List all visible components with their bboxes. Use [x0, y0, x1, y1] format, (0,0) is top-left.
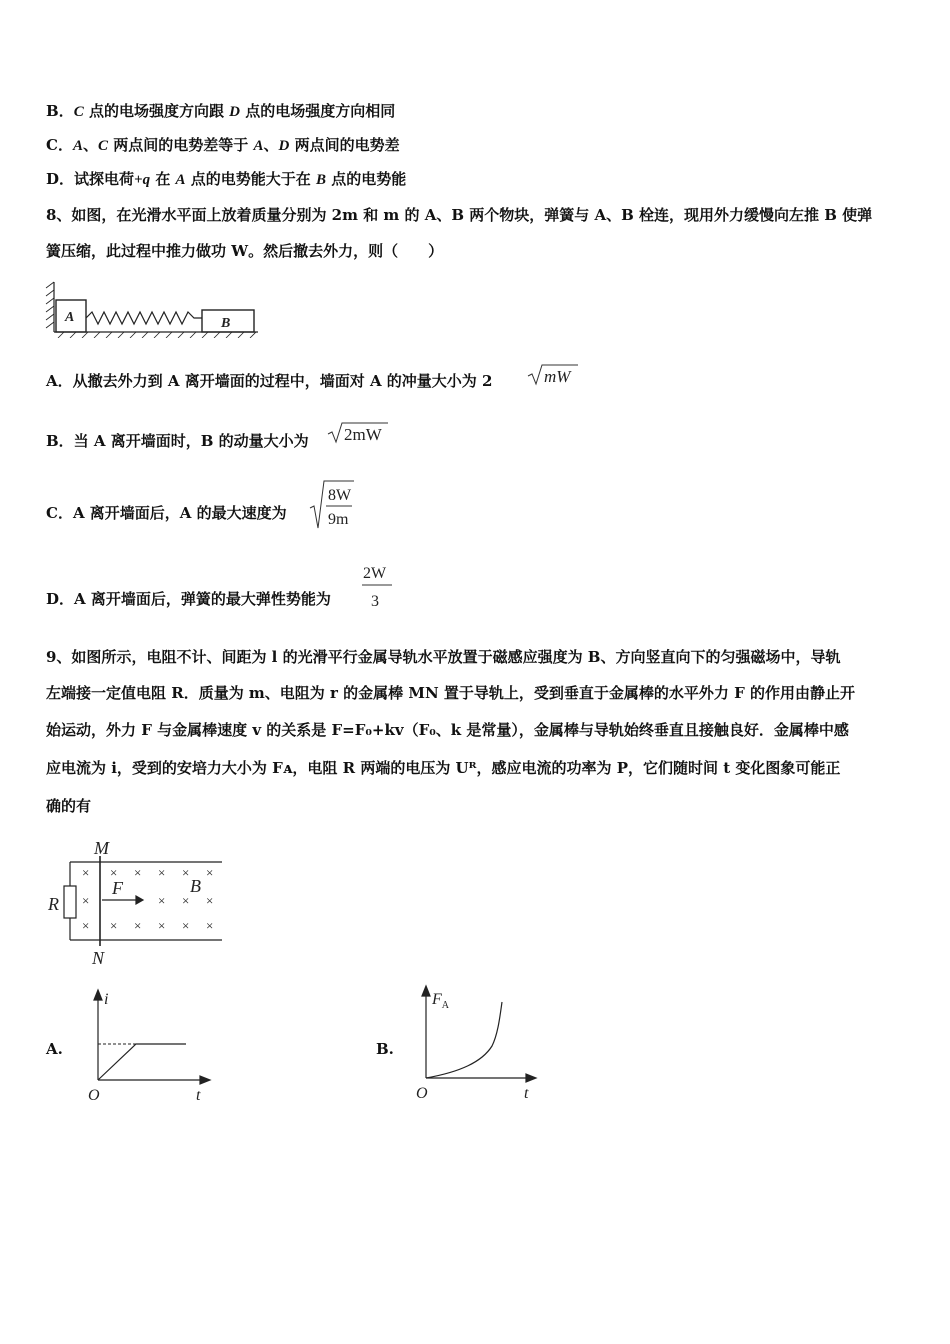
svg-text:mW: mW	[544, 367, 571, 386]
rail-magnetic-field-figure	[44, 838, 234, 968]
label-f: F	[112, 878, 123, 898]
resistor	[64, 886, 76, 918]
sqrt-mw	[526, 362, 580, 388]
svg-text:FA: $F_A$	[432, 991, 450, 1011]
svg-text:×: ×	[182, 865, 190, 880]
svg-text:O: O	[88, 1087, 100, 1104]
svg-text:×: ×	[206, 893, 214, 908]
svg-text:×: ×	[182, 918, 190, 933]
graph-a-i-vs-t	[84, 988, 214, 1104]
svg-text:2mW: 2mW	[344, 425, 382, 444]
q9-stem-line5: 确的有	[46, 797, 92, 815]
q8-option-c: C．A 离开墙面后，A 的最大速度为	[46, 504, 287, 522]
q8-stem-line1: 8、如图，在光滑水平面上放着质量分别为 2m 和 m 的 A、B 两个物块，弹簧与 A、B 栓连，现用外力缓慢向左推 B 使弹	[46, 206, 873, 224]
graph-b-fa-vs-t	[410, 982, 540, 1102]
svg-text:×: ×	[158, 918, 166, 933]
label-b: B	[190, 876, 201, 896]
svg-text:i: i	[104, 991, 109, 1008]
option-b-q7: B．C 点的电场强度方向跟 D 点的电场强度方向相同	[46, 102, 396, 120]
q8-stem-line2: 簧压缩，此过程中推力做功 W。然后撤去外力，则（ ）	[46, 242, 444, 260]
svg-text:×: ×	[110, 918, 118, 933]
fraction-2w-3	[358, 560, 398, 612]
svg-text:O: O	[416, 1085, 428, 1102]
svg-text:×: ×	[206, 865, 214, 880]
force-curve	[426, 1002, 502, 1078]
label-m: M	[94, 838, 109, 858]
q9-stem-line3: 始运动，外力 F 与金属棒速度 v 的关系是 F=F₀+kv（F₀、k 是常量），金属棒与导轨始终垂直且接触良好．金属棒中感	[46, 721, 849, 739]
svg-text:×: ×	[82, 918, 90, 933]
svg-text:9m: 9m	[328, 511, 349, 528]
graph-b-label: B.	[376, 1040, 394, 1058]
label-n: N	[92, 948, 105, 968]
svg-text:×: ×	[82, 893, 90, 908]
svg-text:×: ×	[110, 865, 118, 880]
spring	[86, 312, 202, 324]
q8-option-a: A．从撤去外力到 A 离开墙面的过程中，墙面对 A 的冲量大小为 2	[46, 372, 493, 390]
svg-text:×: ×	[134, 865, 142, 880]
block-b-label: B	[221, 316, 231, 331]
q9-stem-line2: 左端接一定值电阻 R．质量为 m、电阻为 r 的金属棒 MN 置于导轨上，受到垂直于金属棒的水平外力 F 的作用由静止开	[46, 684, 855, 702]
current-curve	[98, 1044, 186, 1080]
sqrt-fraction-8w-9m	[308, 478, 358, 532]
q8-option-d: D．A 离开墙面后，弹簧的最大弹性势能为	[46, 590, 331, 608]
svg-text:×: ×	[206, 918, 214, 933]
svg-text:2W: 2W	[363, 565, 387, 582]
svg-text:8W: 8W	[328, 487, 352, 504]
svg-text:t: t	[196, 1087, 201, 1104]
svg-text:×: ×	[158, 865, 166, 880]
svg-text:×: ×	[158, 893, 166, 908]
svg-text:t: t	[524, 1085, 529, 1102]
q8-option-b: B．当 A 离开墙面时，B 的动量大小为	[46, 432, 309, 450]
q9-stem-line1: 9、如图所示，电阻不计、间距为 l 的光滑平行金属导轨水平放置于磁感应强度为 B、方向竖直向下的匀强磁场中，导轨	[46, 648, 841, 666]
svg-text:×: ×	[82, 865, 90, 880]
sqrt-2mw	[326, 420, 390, 446]
q9-stem-line4: 应电流为 i，受到的安培力大小为 Fᴀ，电阻 R 两端的电压为 Uᴿ，感应电流的功率为 P，它们随时间 t 变化图象可能正	[46, 759, 841, 777]
option-c-q7: C．A、C 两点间的电势差等于 A、D 两点间的电势差	[46, 136, 400, 154]
option-d-q7: D．试探电荷+q 在 A 点的电势能大于在 B 点的电势能	[46, 170, 407, 188]
block-a-label: A	[65, 310, 75, 325]
spring-block-figure	[44, 276, 268, 338]
graph-a-label: A.	[46, 1040, 63, 1058]
label-r: R	[48, 894, 59, 914]
svg-text:3: 3	[371, 593, 379, 610]
svg-text:×: ×	[134, 918, 142, 933]
svg-text:×: ×	[182, 893, 190, 908]
